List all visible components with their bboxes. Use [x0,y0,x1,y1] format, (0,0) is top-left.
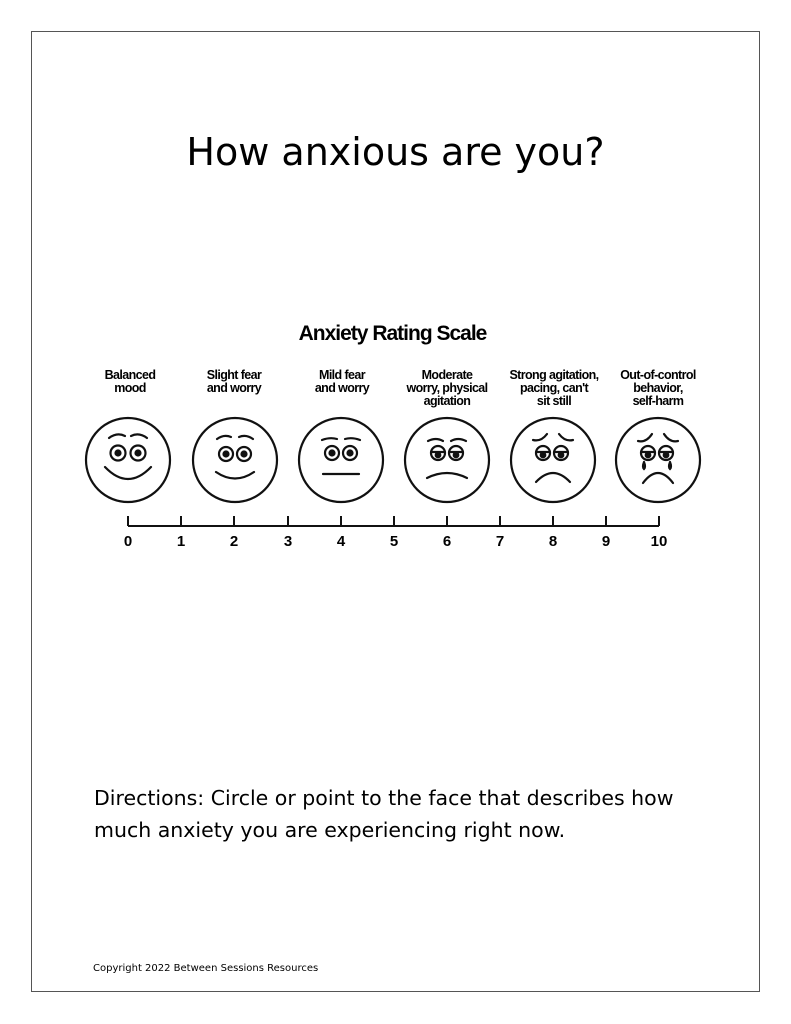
tick-label-3: 3 [283,533,293,550]
face-balanced-icon[interactable] [86,418,170,502]
tick-label-9: 9 [601,533,611,550]
scale-title: Anxiety Rating Scale [298,322,487,345]
directions-text: Directions: Circle or point to the face that describes how much anxiety you are experiencing right now. [94,786,674,842]
face-moderate-worry-icon[interactable] [405,418,489,502]
page-title: How anxious are you? [186,130,605,174]
tick-label-4: 4 [336,533,346,550]
level-label-8: Strong agitation, pacing, can't sit still [509,368,599,408]
face-strong-agitation-icon[interactable] [511,418,595,502]
tick-label-1: 1 [176,533,186,550]
face-mild-fear-icon[interactable] [299,418,383,502]
tick-label-5: 5 [389,533,399,550]
face-slight-fear-icon[interactable] [193,418,277,502]
level-label-2: Slight fear and worry [206,368,262,395]
level-label-6: Moderate worry, physical agitation [406,368,488,408]
tick-label-7: 7 [495,533,505,550]
level-label-4: Mild fear and worry [314,368,370,395]
face-out-of-control-icon[interactable] [616,418,700,502]
faces-and-scale [0,410,791,535]
level-label-0: Balanced mood [104,368,156,395]
tick-label-6: 6 [442,533,452,550]
tick-label-8: 8 [548,533,558,550]
tick-label-10: 10 [650,533,668,550]
tick-label-0: 0 [123,533,133,550]
tick-label-2: 2 [229,533,239,550]
copyright-text: Copyright 2022 Between Sessions Resources [93,963,319,974]
level-label-10: Out-of-control behavior, self-harm [620,368,696,408]
